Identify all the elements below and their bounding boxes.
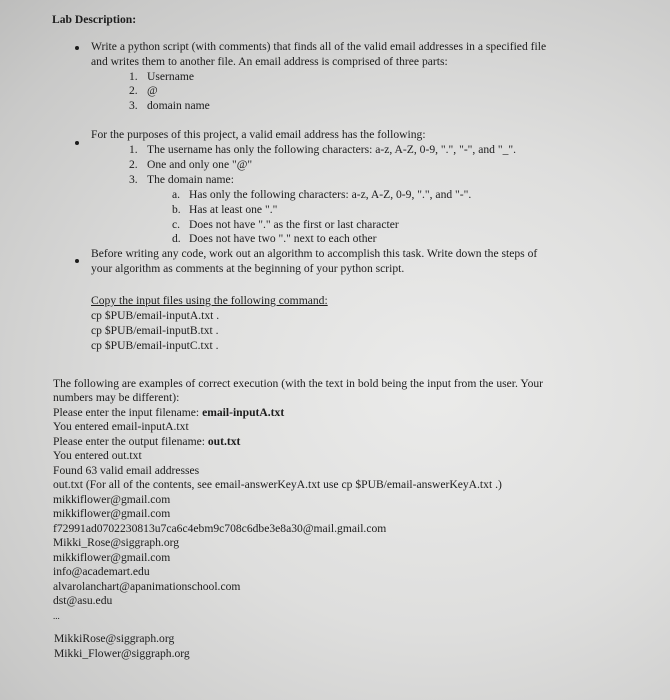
copy-command: cp $PUB/email-inputC.txt . bbox=[91, 339, 219, 352]
examples-intro: The following are examples of correct execution (with the text in bold being the input from the user. Your bbox=[53, 377, 544, 390]
bullet2-line: For the purposes of this project, a valid email address has the following: bbox=[91, 128, 426, 141]
email-line: Mikki_Flower@siggraph.org bbox=[54, 647, 190, 660]
list-item: Username bbox=[147, 70, 194, 83]
email-line: mikkiflower@gmail.com bbox=[53, 551, 171, 564]
list-number: 2. bbox=[129, 158, 138, 171]
sublist-letter: d. bbox=[172, 232, 181, 245]
list-item: domain name bbox=[147, 99, 210, 112]
copy-command: cp $PUB/email-inputB.txt . bbox=[91, 324, 219, 337]
list-item: One and only one "@" bbox=[147, 158, 253, 171]
list-number: 3. bbox=[129, 173, 138, 186]
email-line: mikkiflower@gmail.com bbox=[53, 507, 171, 520]
email-line: info@academart.edu bbox=[53, 565, 150, 578]
bullet-icon bbox=[75, 141, 79, 145]
bullet-icon bbox=[75, 259, 79, 263]
bullet1-line: Write a python script (with comments) that finds all of the valid email addresses in a specified file bbox=[91, 40, 547, 53]
input-prompt: Please enter the input filename: bbox=[53, 406, 203, 419]
output-prompt-line bbox=[53, 435, 240, 449]
list-item: The domain name: bbox=[147, 173, 234, 186]
entered-output: You entered out.txt bbox=[53, 449, 142, 462]
email-line: MikkiRose@siggraph.org bbox=[54, 632, 175, 645]
page-title: Lab Description: bbox=[52, 13, 137, 26]
list-item: The username has only the following characters: a-z, A-Z, 0-9, ".", "-", and "_". bbox=[147, 143, 517, 156]
entered-input: You entered email-inputA.txt bbox=[53, 420, 189, 433]
list-number: 1. bbox=[129, 143, 138, 156]
copy-heading: Copy the input files using the following command: bbox=[91, 294, 328, 307]
sublist-item: Does not have "." as the first or last character bbox=[189, 218, 399, 231]
sublist-item: Does not have two "." next to each other bbox=[189, 232, 377, 245]
email-line: dst@asu.edu bbox=[53, 594, 113, 607]
sublist-item: Has at least one "." bbox=[189, 203, 278, 216]
ellipsis: ... bbox=[53, 611, 60, 621]
sublist-letter: c. bbox=[172, 218, 181, 231]
sublist-letter: b. bbox=[172, 203, 181, 216]
list-number: 2. bbox=[129, 84, 138, 97]
bullet3-line: Before writing any code, work out an algorithm to accomplish this task. Write down the steps of bbox=[91, 247, 538, 260]
email-line: Mikki_Rose@siggraph.org bbox=[53, 536, 180, 549]
sublist-letter: a. bbox=[172, 188, 181, 201]
examples-intro: numbers may be different): bbox=[53, 391, 180, 404]
found-count: Found 63 valid email addresses bbox=[53, 464, 200, 477]
email-line: alvarolanchart@apanimationschool.com bbox=[53, 580, 241, 593]
list-number: 3. bbox=[129, 99, 138, 112]
output-prompt: Please enter the output filename: bbox=[53, 435, 208, 448]
bullet-icon bbox=[75, 46, 79, 50]
bullet3-line: your algorithm as comments at the beginning of your python script. bbox=[91, 262, 405, 275]
list-number: 1. bbox=[129, 70, 138, 83]
bullet1-line: and writes them to another file. An email address is comprised of three parts: bbox=[91, 55, 448, 68]
email-line: mikkiflower@gmail.com bbox=[53, 493, 171, 506]
input-value: email-inputA.txt bbox=[202, 406, 285, 419]
list-item: @ bbox=[147, 84, 158, 97]
input-prompt-line bbox=[53, 406, 284, 420]
output-value: out.txt bbox=[207, 435, 241, 448]
out-note: out.txt (For all of the contents, see email-answerKeyA.txt use cp $PUB/email-answerKeyA.txt .) bbox=[53, 478, 502, 491]
sublist-item: Has only the following characters: a-z, A-Z, 0-9, ".", and "-". bbox=[189, 188, 472, 201]
email-line: f72991ad0702230813u7ca6c4ebm9c708c6dbe3e8a30@mail.gmail.com bbox=[53, 522, 387, 535]
copy-command: cp $PUB/email-inputA.txt . bbox=[91, 309, 220, 322]
